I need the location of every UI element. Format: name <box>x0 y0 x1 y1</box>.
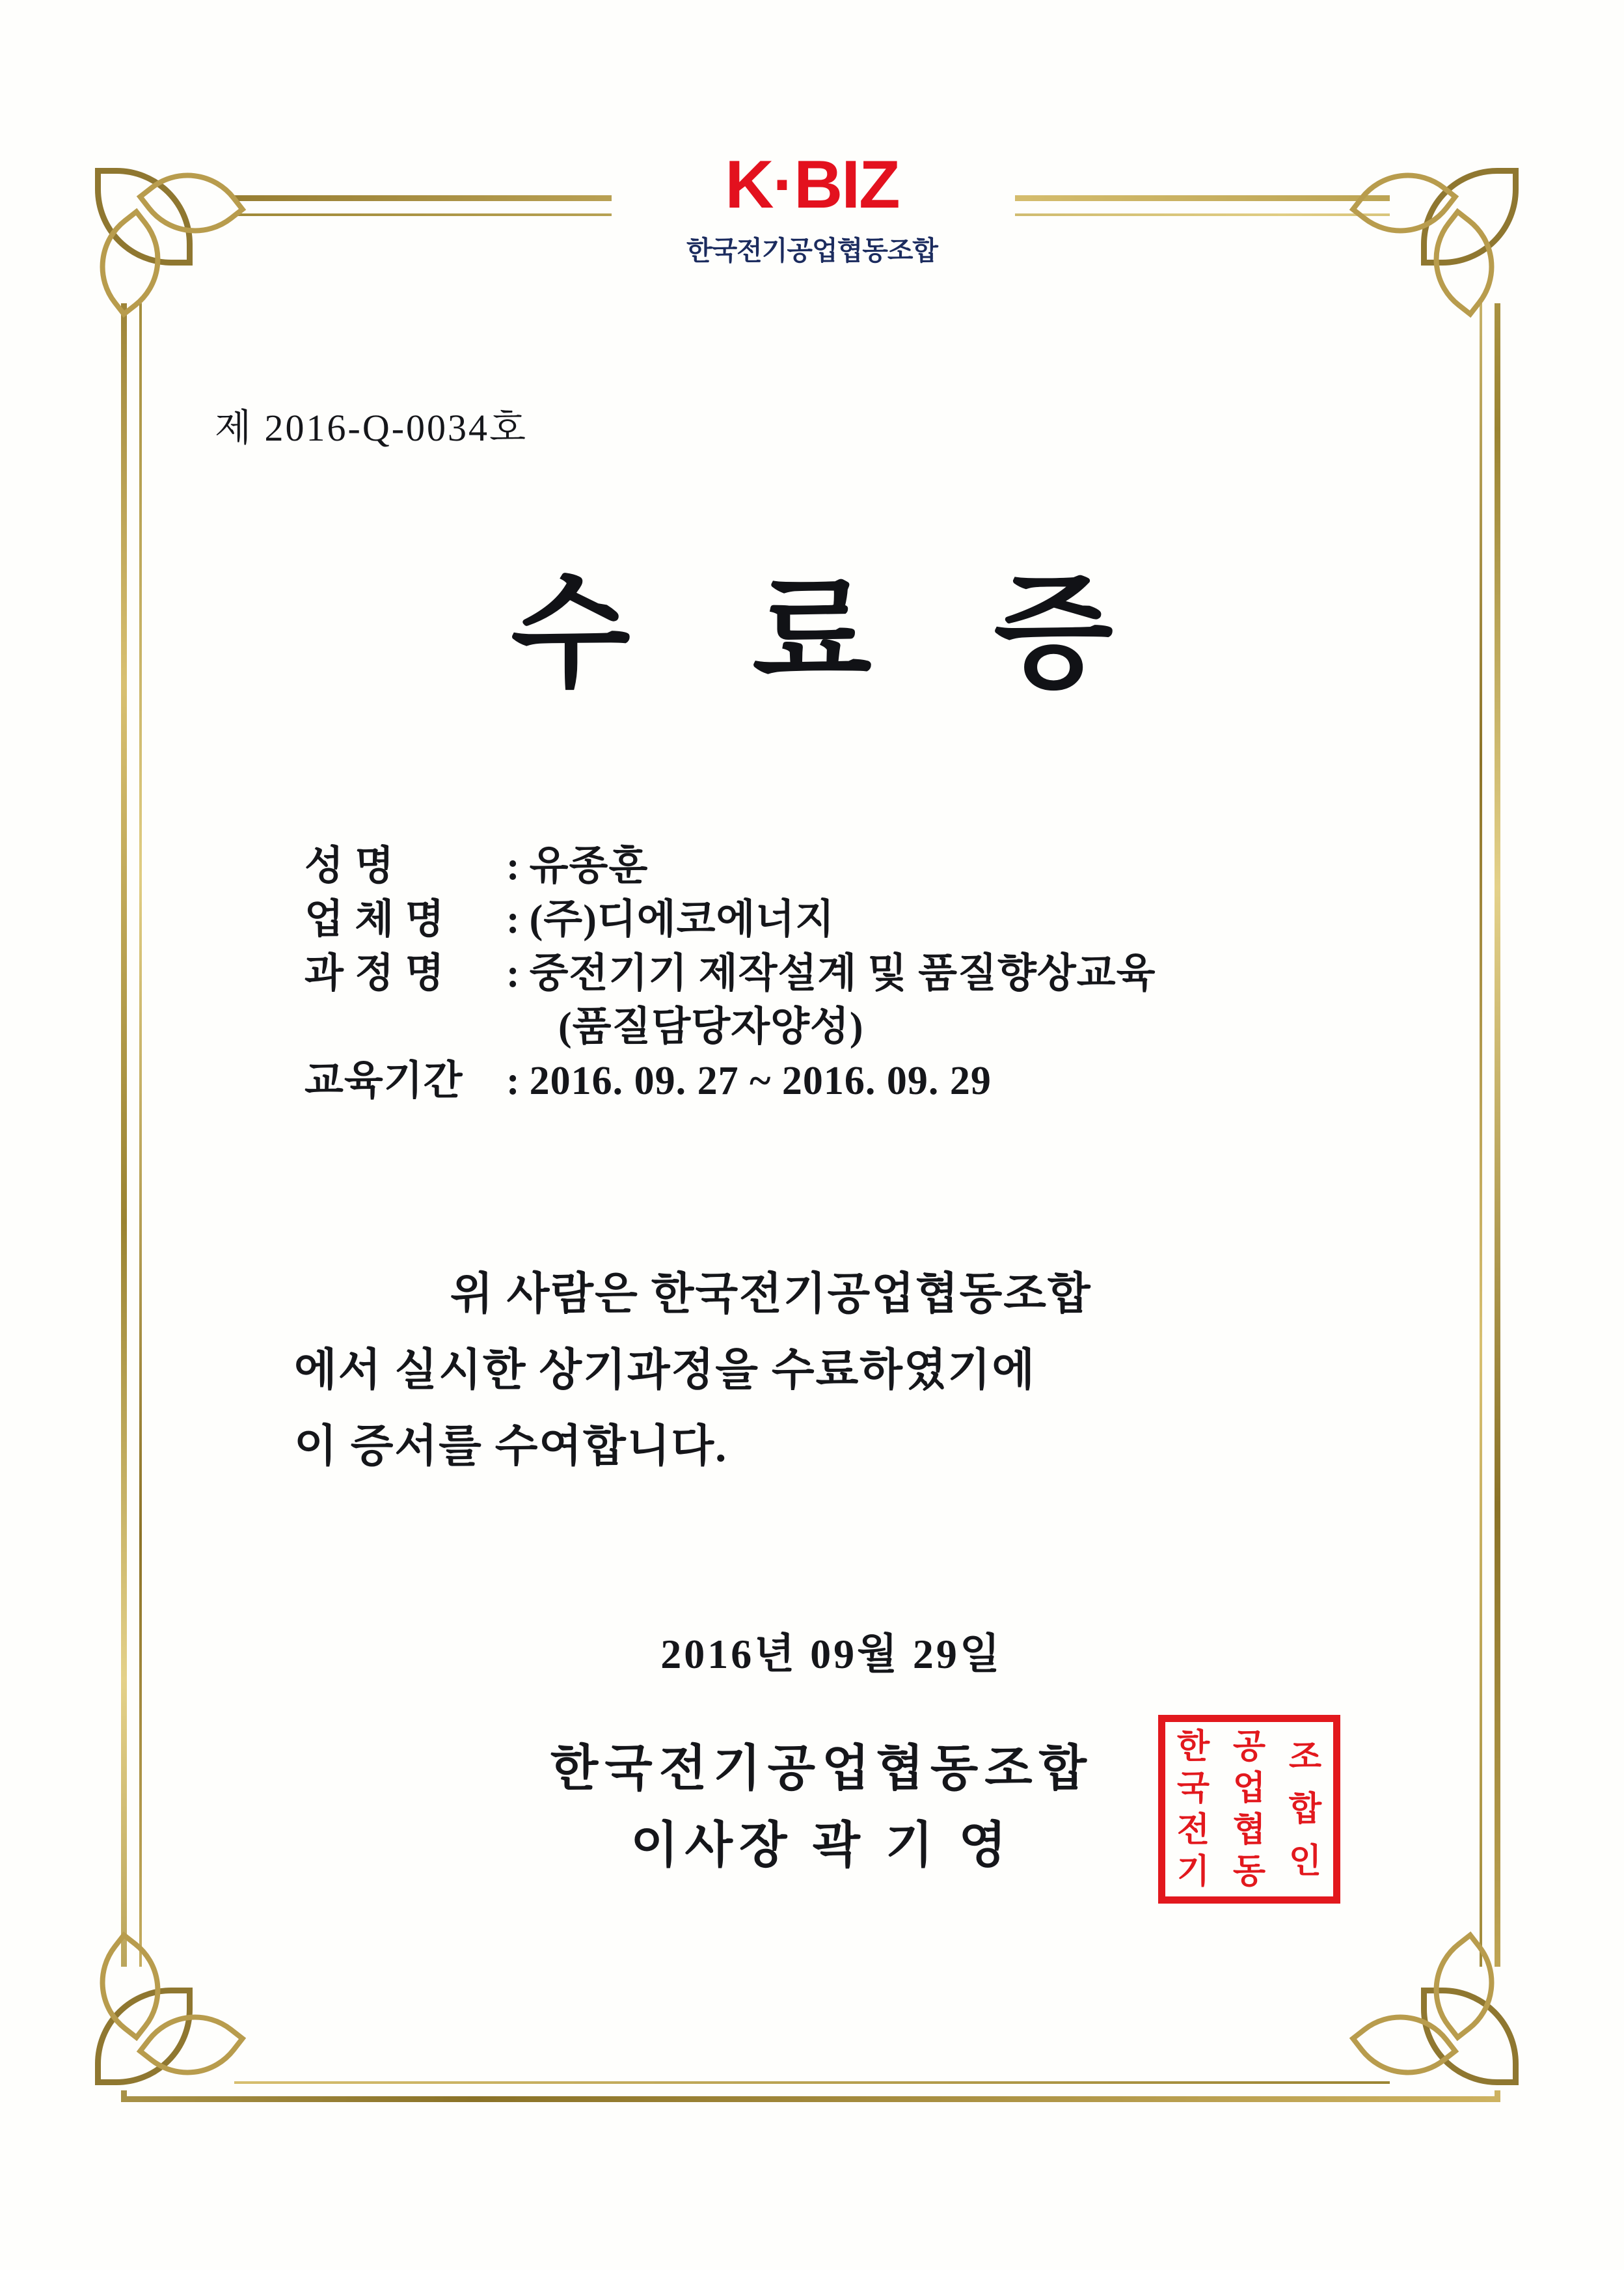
issuer-name: 이사장 곽 기 영 <box>630 1818 1013 1873</box>
field-row-period <box>304 1054 1156 1108</box>
field-value-company: (주)디에코에너지 <box>529 897 835 942</box>
kbiz-logo-mark: K·BIZ <box>725 147 899 223</box>
field-colon-name: : <box>506 844 521 888</box>
page-title: 수 료 증 <box>511 566 1159 703</box>
field-row-company <box>304 893 1156 946</box>
body-line-1: 위 사람은 한국전기공업협동조합 <box>450 1269 1092 1319</box>
field-label-name: 성 명 <box>304 844 395 888</box>
body-line-3: 이 증서를 수여합니다. <box>294 1421 728 1471</box>
corner-ornament-bottom-right <box>1385 1951 1528 2094</box>
field-row-course <box>304 947 1156 1000</box>
field-value-course: 중전기기 제작설계 및 품질향상교육 <box>529 951 1156 996</box>
seal-char: 국 <box>1176 1770 1210 1807</box>
field-row-name <box>304 840 1156 893</box>
field-label-course: 과 정 명 <box>304 951 445 996</box>
field-label-company: 업 체 명 <box>304 897 445 942</box>
issuer-organization: 한국전기공업협동조합 <box>550 1742 1094 1796</box>
field-row-course-cont <box>304 1000 1156 1054</box>
seal-char: 공 <box>1232 1728 1266 1766</box>
seal-char: 인 <box>1288 1842 1322 1880</box>
corner-ornament-bottom-left <box>95 1951 238 2094</box>
field-value-name: 유종훈 <box>529 844 649 888</box>
seal-char: 업 <box>1232 1770 1266 1807</box>
official-seal-icon <box>1158 1715 1340 1904</box>
seal-char: 협 <box>1232 1811 1266 1849</box>
body-line-2: 에서 실시한 상기과정을 수료하였기에 <box>294 1345 1036 1395</box>
body-text <box>294 1256 1377 1484</box>
seal-char: 한 <box>1176 1728 1210 1766</box>
issue-date: 2016년 09월 29일 <box>660 1631 1003 1677</box>
seal-column-1 <box>1165 1722 1221 1896</box>
seal-char: 동 <box>1232 1853 1266 1891</box>
seal-column-2 <box>1221 1722 1277 1896</box>
issuer-block <box>0 1728 1624 1885</box>
field-list <box>304 840 1156 1108</box>
kbiz-logo-subtitle: 한국전기공업협동조합 <box>686 236 938 266</box>
seal-char: 기 <box>1176 1853 1210 1891</box>
kbiz-logo <box>0 147 1624 267</box>
field-colon-company: : <box>506 897 521 942</box>
seal-char: 전 <box>1176 1811 1210 1849</box>
field-colon-course: : <box>506 951 521 996</box>
document-number: 제 2016-Q-0034호 <box>215 407 528 449</box>
seal-column-3 <box>1277 1722 1333 1896</box>
seal-char: 합 <box>1288 1790 1322 1828</box>
field-value-period: 2016. 09. 27 ~ 2016. 09. 29 <box>529 1058 992 1103</box>
field-label-period: 교육기간 <box>304 1058 463 1103</box>
field-value-course-cont: (품질담당자양성) <box>558 1005 864 1050</box>
seal-char: 조 <box>1288 1738 1322 1776</box>
field-colon-period: : <box>506 1058 521 1103</box>
